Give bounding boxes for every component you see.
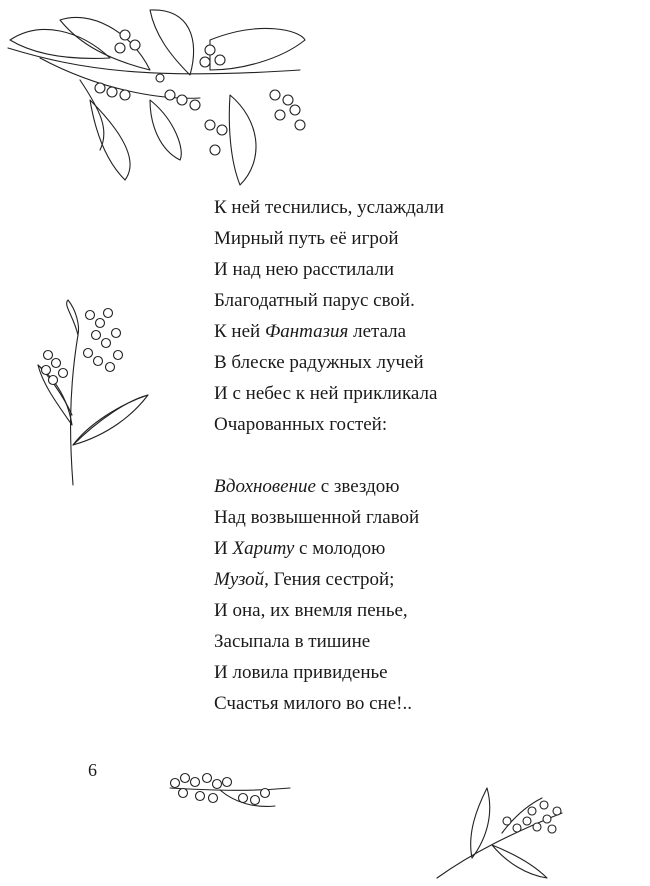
poem-line: [214, 595, 444, 626]
poem-line-text: Засыпала в тишине: [214, 631, 371, 652]
poem-line-text: И над нею расстилали: [214, 259, 395, 280]
poem-line-text: В блеске радужных лучей: [214, 352, 424, 373]
mimosa-branch-top-icon: [0, 0, 330, 190]
poem-line-text: К ней: [214, 321, 265, 342]
poem-line-text: И ловила привиденье: [214, 662, 388, 683]
poem-line-italic-text: Фантазия: [264, 321, 349, 342]
poem-line: [214, 626, 444, 657]
poem-line-text: И она, их внемля пенье,: [214, 600, 408, 621]
poem-line-text: Счастья милого во сне!..: [214, 693, 412, 714]
mimosa-sprig-bottom-right-icon: [432, 783, 572, 883]
poem-line: [214, 223, 444, 254]
poem-line: [214, 533, 444, 564]
poem-line-italic-text: Вдохновение: [214, 476, 316, 497]
mimosa-sprig-left-icon: [28, 295, 153, 490]
poem-line-text: Благодатный парус свой.: [214, 290, 415, 311]
mimosa-sprig-bottom-center-icon: [165, 768, 295, 813]
poem-line: [214, 657, 444, 688]
poem-line: [214, 347, 444, 378]
poem-line-text: Очарованных гостей:: [214, 414, 388, 435]
poem-line: [214, 378, 444, 409]
poem-line: [214, 192, 444, 223]
poem-line-italic-text: Музой: [214, 569, 265, 590]
page-number: 6: [88, 760, 97, 780]
poem-line-text: с молодою: [294, 538, 386, 559]
poem-line: [214, 564, 444, 595]
poem-line-text: летала: [348, 321, 407, 342]
poem-line-text: К ней теснились, услаждали: [214, 197, 445, 218]
poem-line-text: с звездою: [315, 476, 400, 497]
poem: [214, 192, 444, 719]
poem-line: [214, 688, 444, 719]
stanza-1: [214, 192, 444, 440]
poem-line: [214, 409, 444, 440]
poem-line-text: Над возвышенной главой: [214, 507, 420, 528]
poem-line: [214, 502, 444, 533]
poem-line: [214, 316, 444, 347]
poem-line: [214, 285, 444, 316]
stanza-2: [214, 471, 444, 719]
poem-line-italic-text: Хариту: [232, 538, 295, 559]
poem-line-text: Мирный путь её игрой: [214, 228, 399, 249]
poem-line: [214, 471, 444, 502]
poem-line: [214, 254, 444, 285]
poem-line-text: И: [214, 538, 233, 559]
poem-line-text: И с небес к ней прикликала: [214, 383, 438, 404]
poem-line-text: , Гения сестрой;: [264, 569, 395, 590]
